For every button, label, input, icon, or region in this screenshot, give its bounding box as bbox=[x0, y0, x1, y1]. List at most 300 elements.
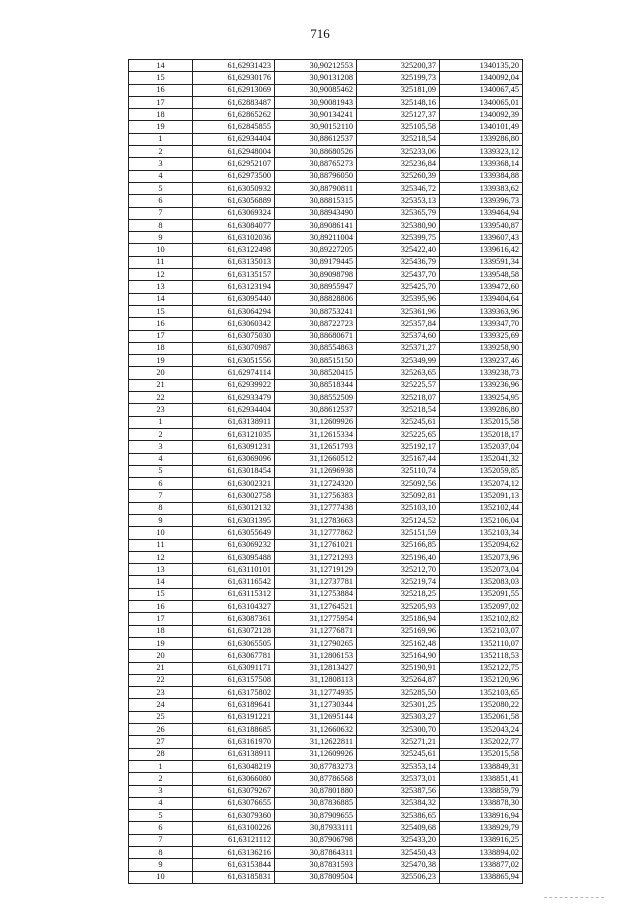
longitude-cell: 30,87809504 bbox=[275, 871, 357, 883]
x-coordinate-cell: 325470,38 bbox=[357, 859, 440, 871]
x-coordinate-cell: 325301,25 bbox=[357, 699, 440, 711]
longitude-cell: 31,12753884 bbox=[275, 588, 357, 600]
table-row bbox=[129, 625, 523, 637]
latitude-cell: 61,63065505 bbox=[193, 637, 275, 649]
longitude-cell: 30,88515150 bbox=[275, 355, 357, 367]
latitude-cell: 61,63104327 bbox=[193, 601, 275, 613]
x-coordinate-cell: 325371,27 bbox=[357, 342, 440, 354]
x-coordinate-cell: 325233,06 bbox=[357, 146, 440, 158]
x-coordinate-cell: 325353,13 bbox=[357, 195, 440, 207]
longitude-cell: 31,12774935 bbox=[275, 687, 357, 699]
point-number-cell: 23 bbox=[129, 687, 193, 699]
x-coordinate-cell: 325395,96 bbox=[357, 293, 440, 305]
latitude-cell: 61,63002321 bbox=[193, 478, 275, 490]
x-coordinate-cell: 325218,07 bbox=[357, 392, 440, 404]
table-row bbox=[129, 478, 523, 490]
latitude-cell: 61,62845855 bbox=[193, 121, 275, 133]
y-coordinate-cell: 1352097,02 bbox=[440, 601, 523, 613]
y-coordinate-cell: 1352106,04 bbox=[440, 514, 523, 526]
x-coordinate-cell: 325218,54 bbox=[357, 404, 440, 416]
y-coordinate-cell: 1352074,12 bbox=[440, 478, 523, 490]
table-row bbox=[129, 182, 523, 194]
y-coordinate-cell: 1338877,02 bbox=[440, 859, 523, 871]
x-coordinate-cell: 325303,27 bbox=[357, 711, 440, 723]
y-coordinate-cell: 1339363,96 bbox=[440, 305, 523, 317]
table-row bbox=[129, 797, 523, 809]
table-row bbox=[129, 416, 523, 428]
longitude-cell: 31,12756383 bbox=[275, 490, 357, 502]
longitude-cell: 31,12609926 bbox=[275, 416, 357, 428]
latitude-cell: 61,63051556 bbox=[193, 355, 275, 367]
longitude-cell: 31,12615334 bbox=[275, 428, 357, 440]
table-row bbox=[129, 355, 523, 367]
latitude-cell: 61,63091231 bbox=[193, 441, 275, 453]
latitude-cell: 61,62883487 bbox=[193, 96, 275, 108]
longitude-cell: 30,90081943 bbox=[275, 96, 357, 108]
table-row bbox=[129, 72, 523, 84]
x-coordinate-cell: 325450,43 bbox=[357, 847, 440, 859]
x-coordinate-cell: 325200,37 bbox=[357, 60, 440, 72]
x-coordinate-cell: 325437,70 bbox=[357, 269, 440, 281]
x-coordinate-cell: 325399,75 bbox=[357, 232, 440, 244]
latitude-cell: 61,62913069 bbox=[193, 84, 275, 96]
x-coordinate-cell: 325225,65 bbox=[357, 428, 440, 440]
table-row bbox=[129, 564, 523, 576]
x-coordinate-cell: 325506,23 bbox=[357, 871, 440, 883]
latitude-cell: 61,63072128 bbox=[193, 625, 275, 637]
point-number-cell: 6 bbox=[129, 195, 193, 207]
latitude-cell: 61,63079267 bbox=[193, 785, 275, 797]
longitude-cell: 31,12622811 bbox=[275, 736, 357, 748]
y-coordinate-cell: 1339347,70 bbox=[440, 318, 523, 330]
point-number-cell: 3 bbox=[129, 441, 193, 453]
point-number-cell: 19 bbox=[129, 355, 193, 367]
table-row bbox=[129, 576, 523, 588]
latitude-cell: 61,63095440 bbox=[193, 293, 275, 305]
latitude-cell: 61,63095488 bbox=[193, 551, 275, 563]
longitude-cell: 31,12724320 bbox=[275, 478, 357, 490]
latitude-cell: 61,63122498 bbox=[193, 244, 275, 256]
x-coordinate-cell: 325105,58 bbox=[357, 121, 440, 133]
y-coordinate-cell: 1338916,94 bbox=[440, 810, 523, 822]
table-row bbox=[129, 158, 523, 170]
longitude-cell: 31,12777862 bbox=[275, 527, 357, 539]
y-coordinate-cell: 1339616,42 bbox=[440, 244, 523, 256]
y-coordinate-cell: 1352118,53 bbox=[440, 650, 523, 662]
x-coordinate-cell: 325361,96 bbox=[357, 305, 440, 317]
x-coordinate-cell: 325349,99 bbox=[357, 355, 440, 367]
latitude-cell: 61,63123194 bbox=[193, 281, 275, 293]
y-coordinate-cell: 1339404,64 bbox=[440, 293, 523, 305]
point-number-cell: 11 bbox=[129, 539, 193, 551]
point-number-cell: 12 bbox=[129, 551, 193, 563]
latitude-cell: 61,63050932 bbox=[193, 182, 275, 194]
latitude-cell: 61,63069232 bbox=[193, 539, 275, 551]
point-number-cell: 18 bbox=[129, 342, 193, 354]
y-coordinate-cell: 1340101,49 bbox=[440, 121, 523, 133]
x-coordinate-cell: 325271,21 bbox=[357, 736, 440, 748]
longitude-cell: 31,12719129 bbox=[275, 564, 357, 576]
point-number-cell: 23 bbox=[129, 404, 193, 416]
longitude-cell: 30,88520415 bbox=[275, 367, 357, 379]
longitude-cell: 30,88554863 bbox=[275, 342, 357, 354]
latitude-cell: 61,62952107 bbox=[193, 158, 275, 170]
x-coordinate-cell: 325374,60 bbox=[357, 330, 440, 342]
y-coordinate-cell: 1340065,01 bbox=[440, 96, 523, 108]
point-number-cell: 14 bbox=[129, 576, 193, 588]
x-coordinate-cell: 325300,70 bbox=[357, 724, 440, 736]
table-row bbox=[129, 195, 523, 207]
table-row bbox=[129, 502, 523, 514]
longitude-cell: 30,88790811 bbox=[275, 182, 357, 194]
y-coordinate-cell: 1339236,96 bbox=[440, 379, 523, 391]
table-row bbox=[129, 392, 523, 404]
table-row bbox=[129, 810, 523, 822]
y-coordinate-cell: 1338859,79 bbox=[440, 785, 523, 797]
table-row bbox=[129, 650, 523, 662]
table-row bbox=[129, 847, 523, 859]
point-number-cell: 19 bbox=[129, 121, 193, 133]
point-number-cell: 7 bbox=[129, 490, 193, 502]
table-row bbox=[129, 109, 523, 121]
latitude-cell: 61,62939922 bbox=[193, 379, 275, 391]
y-coordinate-cell: 1352073,04 bbox=[440, 564, 523, 576]
table-row bbox=[129, 785, 523, 797]
table-row bbox=[129, 441, 523, 453]
point-number-cell: 25 bbox=[129, 711, 193, 723]
point-number-cell: 6 bbox=[129, 822, 193, 834]
latitude-cell: 61,63069324 bbox=[193, 207, 275, 219]
latitude-cell: 61,63018454 bbox=[193, 465, 275, 477]
longitude-cell: 31,12737781 bbox=[275, 576, 357, 588]
point-number-cell: 5 bbox=[129, 182, 193, 194]
latitude-cell: 61,63060342 bbox=[193, 318, 275, 330]
latitude-cell: 61,62933479 bbox=[193, 392, 275, 404]
table-row bbox=[129, 96, 523, 108]
point-number-cell: 15 bbox=[129, 72, 193, 84]
latitude-cell: 61,62865262 bbox=[193, 109, 275, 121]
point-number-cell: 24 bbox=[129, 699, 193, 711]
longitude-cell: 30,89227205 bbox=[275, 244, 357, 256]
table-row bbox=[129, 293, 523, 305]
longitude-cell: 30,88828806 bbox=[275, 293, 357, 305]
x-coordinate-cell: 325103,10 bbox=[357, 502, 440, 514]
longitude-cell: 31,12775954 bbox=[275, 613, 357, 625]
x-coordinate-cell: 325205,93 bbox=[357, 601, 440, 613]
longitude-cell: 31,12808113 bbox=[275, 674, 357, 686]
latitude-cell: 61,63175802 bbox=[193, 687, 275, 699]
point-number-cell: 13 bbox=[129, 564, 193, 576]
point-number-cell: 3 bbox=[129, 785, 193, 797]
longitude-cell: 31,12721293 bbox=[275, 551, 357, 563]
point-number-cell: 19 bbox=[129, 637, 193, 649]
point-number-cell: 17 bbox=[129, 613, 193, 625]
latitude-cell: 61,63079360 bbox=[193, 810, 275, 822]
x-coordinate-cell: 325425,70 bbox=[357, 281, 440, 293]
point-number-cell: 20 bbox=[129, 650, 193, 662]
coordinates-table bbox=[128, 59, 523, 884]
point-number-cell: 2 bbox=[129, 146, 193, 158]
point-number-cell: 17 bbox=[129, 96, 193, 108]
latitude-cell: 61,63138911 bbox=[193, 416, 275, 428]
latitude-cell: 61,62931423 bbox=[193, 60, 275, 72]
latitude-cell: 61,63161970 bbox=[193, 736, 275, 748]
x-coordinate-cell: 325357,84 bbox=[357, 318, 440, 330]
y-coordinate-cell: 1352091,55 bbox=[440, 588, 523, 600]
x-coordinate-cell: 325422,40 bbox=[357, 244, 440, 256]
y-coordinate-cell: 1352059,85 bbox=[440, 465, 523, 477]
table-row bbox=[129, 453, 523, 465]
point-number-cell: 4 bbox=[129, 453, 193, 465]
y-coordinate-cell: 1340092,39 bbox=[440, 109, 523, 121]
y-coordinate-cell: 1352110,07 bbox=[440, 637, 523, 649]
y-coordinate-cell: 1339368,14 bbox=[440, 158, 523, 170]
point-number-cell: 10 bbox=[129, 244, 193, 256]
point-number-cell: 9 bbox=[129, 232, 193, 244]
latitude-cell: 61,63188685 bbox=[193, 724, 275, 736]
y-coordinate-cell: 1352120,96 bbox=[440, 674, 523, 686]
table-row bbox=[129, 601, 523, 613]
longitude-cell: 30,88955947 bbox=[275, 281, 357, 293]
y-coordinate-cell: 1340092,04 bbox=[440, 72, 523, 84]
table-row bbox=[129, 281, 523, 293]
table-row bbox=[129, 60, 523, 72]
point-number-cell: 2 bbox=[129, 773, 193, 785]
table-row bbox=[129, 219, 523, 231]
longitude-cell: 30,90131208 bbox=[275, 72, 357, 84]
x-coordinate-cell: 325219,74 bbox=[357, 576, 440, 588]
latitude-cell: 61,63075030 bbox=[193, 330, 275, 342]
latitude-cell: 61,63056889 bbox=[193, 195, 275, 207]
point-number-cell: 16 bbox=[129, 84, 193, 96]
longitude-cell: 31,12813427 bbox=[275, 662, 357, 674]
x-coordinate-cell: 325192,17 bbox=[357, 441, 440, 453]
y-coordinate-cell: 1352041,32 bbox=[440, 453, 523, 465]
y-coordinate-cell: 1352015,58 bbox=[440, 416, 523, 428]
table-row bbox=[129, 121, 523, 133]
point-number-cell: 6 bbox=[129, 478, 193, 490]
latitude-cell: 61,63185831 bbox=[193, 871, 275, 883]
x-coordinate-cell: 325212,70 bbox=[357, 564, 440, 576]
y-coordinate-cell: 1352091,13 bbox=[440, 490, 523, 502]
point-number-cell: 18 bbox=[129, 109, 193, 121]
y-coordinate-cell: 1352094,62 bbox=[440, 539, 523, 551]
latitude-cell: 61,63110101 bbox=[193, 564, 275, 576]
table-row bbox=[129, 711, 523, 723]
latitude-cell: 61,63084077 bbox=[193, 219, 275, 231]
x-coordinate-cell: 325124,52 bbox=[357, 514, 440, 526]
coordinates-table-body bbox=[129, 60, 523, 884]
point-number-cell: 12 bbox=[129, 269, 193, 281]
table-row bbox=[129, 724, 523, 736]
y-coordinate-cell: 1352122,75 bbox=[440, 662, 523, 674]
table-row bbox=[129, 687, 523, 699]
latitude-cell: 61,63069096 bbox=[193, 453, 275, 465]
point-number-cell: 2 bbox=[129, 428, 193, 440]
latitude-cell: 61,62934404 bbox=[193, 133, 275, 145]
point-number-cell: 22 bbox=[129, 392, 193, 404]
table-row bbox=[129, 146, 523, 158]
point-number-cell: 18 bbox=[129, 625, 193, 637]
table-row bbox=[129, 367, 523, 379]
table-row bbox=[129, 318, 523, 330]
longitude-cell: 30,87933111 bbox=[275, 822, 357, 834]
y-coordinate-cell: 1339254,95 bbox=[440, 392, 523, 404]
y-coordinate-cell: 1339383,62 bbox=[440, 182, 523, 194]
latitude-cell: 61,63002758 bbox=[193, 490, 275, 502]
y-coordinate-cell: 1352015,58 bbox=[440, 748, 523, 760]
point-number-cell: 17 bbox=[129, 330, 193, 342]
longitude-cell: 30,88680526 bbox=[275, 146, 357, 158]
latitude-cell: 61,63138911 bbox=[193, 748, 275, 760]
y-coordinate-cell: 1340135,20 bbox=[440, 60, 523, 72]
y-coordinate-cell: 1339286,80 bbox=[440, 133, 523, 145]
y-coordinate-cell: 1339607,43 bbox=[440, 232, 523, 244]
longitude-cell: 31,12696938 bbox=[275, 465, 357, 477]
table-row bbox=[129, 539, 523, 551]
x-coordinate-cell: 325196,40 bbox=[357, 551, 440, 563]
y-coordinate-cell: 1338849,31 bbox=[440, 760, 523, 772]
y-coordinate-cell: 1352061,58 bbox=[440, 711, 523, 723]
x-coordinate-cell: 325167,44 bbox=[357, 453, 440, 465]
longitude-cell: 31,12660632 bbox=[275, 724, 357, 736]
longitude-cell: 30,87831593 bbox=[275, 859, 357, 871]
x-coordinate-cell: 325164,90 bbox=[357, 650, 440, 662]
x-coordinate-cell: 325386,65 bbox=[357, 810, 440, 822]
x-coordinate-cell: 325218,54 bbox=[357, 133, 440, 145]
table-row bbox=[129, 674, 523, 686]
page-number: 716 bbox=[310, 26, 330, 41]
table-row bbox=[129, 736, 523, 748]
y-coordinate-cell: 1352103,07 bbox=[440, 625, 523, 637]
latitude-cell: 61,62974114 bbox=[193, 367, 275, 379]
longitude-cell: 30,88722723 bbox=[275, 318, 357, 330]
y-coordinate-cell: 1339548,58 bbox=[440, 269, 523, 281]
longitude-cell: 31,12730344 bbox=[275, 699, 357, 711]
point-number-cell: 1 bbox=[129, 416, 193, 428]
longitude-cell: 31,12776871 bbox=[275, 625, 357, 637]
point-number-cell: 7 bbox=[129, 834, 193, 846]
y-coordinate-cell: 1339472,60 bbox=[440, 281, 523, 293]
latitude-cell: 61,63067781 bbox=[193, 650, 275, 662]
point-number-cell: 4 bbox=[129, 170, 193, 182]
x-coordinate-cell: 325365,79 bbox=[357, 207, 440, 219]
x-coordinate-cell: 325148,16 bbox=[357, 96, 440, 108]
y-coordinate-cell: 1352022,77 bbox=[440, 736, 523, 748]
longitude-cell: 30,87783273 bbox=[275, 760, 357, 772]
table-row bbox=[129, 773, 523, 785]
table-row bbox=[129, 84, 523, 96]
y-coordinate-cell: 1338878,30 bbox=[440, 797, 523, 809]
scan-edge-mark bbox=[544, 897, 604, 899]
x-coordinate-cell: 325169,96 bbox=[357, 625, 440, 637]
table-row bbox=[129, 613, 523, 625]
point-number-cell: 5 bbox=[129, 465, 193, 477]
latitude-cell: 61,63136216 bbox=[193, 847, 275, 859]
y-coordinate-cell: 1352043,24 bbox=[440, 724, 523, 736]
y-coordinate-cell: 1338851,41 bbox=[440, 773, 523, 785]
y-coordinate-cell: 1352080,22 bbox=[440, 699, 523, 711]
longitude-cell: 31,12651793 bbox=[275, 441, 357, 453]
y-coordinate-cell: 1352018,17 bbox=[440, 428, 523, 440]
table-row bbox=[129, 404, 523, 416]
x-coordinate-cell: 325245,61 bbox=[357, 416, 440, 428]
longitude-cell: 30,90152110 bbox=[275, 121, 357, 133]
point-number-cell: 9 bbox=[129, 859, 193, 871]
longitude-cell: 31,12806153 bbox=[275, 650, 357, 662]
point-number-cell: 14 bbox=[129, 293, 193, 305]
y-coordinate-cell: 1339237,46 bbox=[440, 355, 523, 367]
table-row bbox=[129, 834, 523, 846]
y-coordinate-cell: 1338929,79 bbox=[440, 822, 523, 834]
y-coordinate-cell: 1339323,12 bbox=[440, 146, 523, 158]
table-row bbox=[129, 588, 523, 600]
x-coordinate-cell: 325110,74 bbox=[357, 465, 440, 477]
latitude-cell: 61,63087361 bbox=[193, 613, 275, 625]
x-coordinate-cell: 325186,94 bbox=[357, 613, 440, 625]
longitude-cell: 30,89086141 bbox=[275, 219, 357, 231]
x-coordinate-cell: 325285,50 bbox=[357, 687, 440, 699]
latitude-cell: 61,63189641 bbox=[193, 699, 275, 711]
point-number-cell: 16 bbox=[129, 318, 193, 330]
longitude-cell: 30,87836885 bbox=[275, 797, 357, 809]
point-number-cell: 8 bbox=[129, 847, 193, 859]
latitude-cell: 61,63048219 bbox=[193, 760, 275, 772]
y-coordinate-cell: 1339591,34 bbox=[440, 256, 523, 268]
point-number-cell: 8 bbox=[129, 219, 193, 231]
latitude-cell: 61,63115312 bbox=[193, 588, 275, 600]
point-number-cell: 21 bbox=[129, 662, 193, 674]
point-number-cell: 20 bbox=[129, 367, 193, 379]
table-row bbox=[129, 551, 523, 563]
y-coordinate-cell: 1339464,94 bbox=[440, 207, 523, 219]
latitude-cell: 61,63066080 bbox=[193, 773, 275, 785]
longitude-cell: 30,88552509 bbox=[275, 392, 357, 404]
longitude-cell: 30,88518344 bbox=[275, 379, 357, 391]
table-row bbox=[129, 465, 523, 477]
x-coordinate-cell: 325151,59 bbox=[357, 527, 440, 539]
point-number-cell: 5 bbox=[129, 810, 193, 822]
x-coordinate-cell: 325387,56 bbox=[357, 785, 440, 797]
latitude-cell: 61,63070987 bbox=[193, 342, 275, 354]
y-coordinate-cell: 1338894,02 bbox=[440, 847, 523, 859]
latitude-cell: 61,62930176 bbox=[193, 72, 275, 84]
y-coordinate-cell: 1352103,65 bbox=[440, 687, 523, 699]
x-coordinate-cell: 325127,37 bbox=[357, 109, 440, 121]
table-row bbox=[129, 514, 523, 526]
longitude-cell: 31,12764521 bbox=[275, 601, 357, 613]
point-number-cell: 15 bbox=[129, 305, 193, 317]
point-number-cell: 13 bbox=[129, 281, 193, 293]
longitude-cell: 31,12790265 bbox=[275, 637, 357, 649]
point-number-cell: 15 bbox=[129, 588, 193, 600]
longitude-cell: 30,88943490 bbox=[275, 207, 357, 219]
x-coordinate-cell: 325236,84 bbox=[357, 158, 440, 170]
longitude-cell: 30,88680671 bbox=[275, 330, 357, 342]
point-number-cell: 11 bbox=[129, 256, 193, 268]
table-row bbox=[129, 699, 523, 711]
y-coordinate-cell: 1339238,73 bbox=[440, 367, 523, 379]
y-coordinate-cell: 1339384,88 bbox=[440, 170, 523, 182]
y-coordinate-cell: 1338865,94 bbox=[440, 871, 523, 883]
table-row bbox=[129, 305, 523, 317]
latitude-cell: 61,62948004 bbox=[193, 146, 275, 158]
point-number-cell: 16 bbox=[129, 601, 193, 613]
y-coordinate-cell: 1352102,82 bbox=[440, 613, 523, 625]
y-coordinate-cell: 1339325,69 bbox=[440, 330, 523, 342]
x-coordinate-cell: 325436,79 bbox=[357, 256, 440, 268]
point-number-cell: 21 bbox=[129, 379, 193, 391]
